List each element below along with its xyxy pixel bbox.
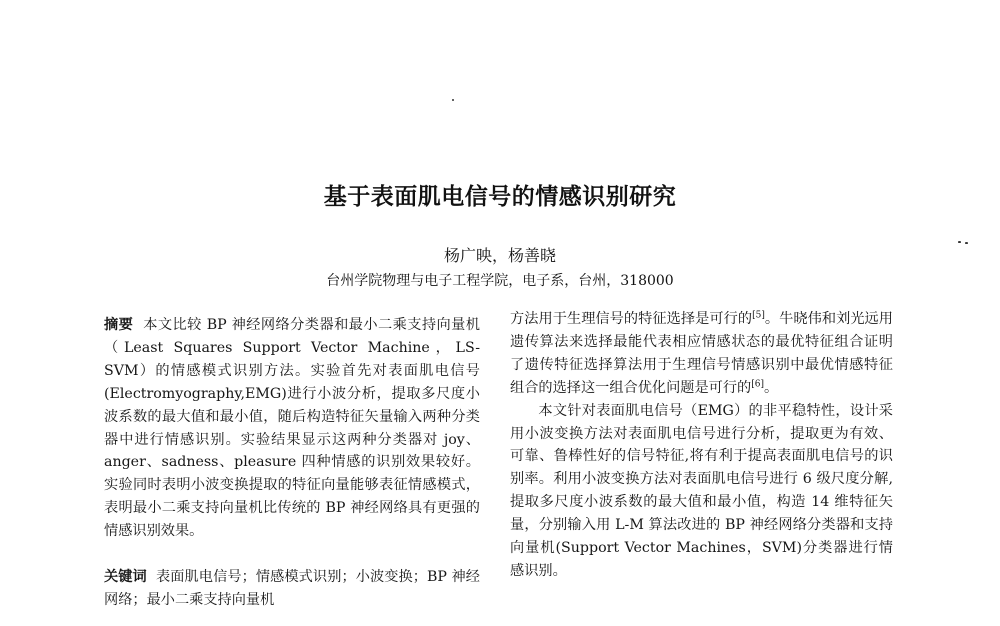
abstract-paragraph	[104, 314, 480, 543]
keywords-label: 关键词	[104, 569, 147, 586]
paper-title: 基于表面肌电信号的情感识别研究	[323, 184, 677, 210]
citation-ref: [5]	[752, 310, 765, 321]
body-text: 方法用于生理信号的特征选择是可行的	[510, 311, 753, 327]
paper-affiliation: 台州学院物理与电子工程学院，电子系，台州，318000	[326, 273, 674, 289]
abstract-label: 摘要	[104, 317, 134, 333]
body-text: 。	[763, 379, 779, 396]
abstract-text: 本文比较 BP 神经网络分类器和最小二乘支持向量机（Least Squares Support Vector Machine，LS-SVM）的情感模式识别方法。实验首先对表面肌电信号(Electromyography,EMG)进行小波分析，提取多尺度小波系数的最大值和最小值，随后构造特征矢量输入两种分类器中进行情感识别。实验结果显示这两种分类器对 joy、anger、sadness、pleasure 四种情感的识别效果较好。实验同时表明小波变换提取的特征向量能够表征情感模式，表明最小二乘支持向量机比传统的 BP 神经网络具有更强的情感识别效果。	[104, 317, 480, 540]
citation-ref: [6]	[751, 378, 764, 389]
scan-speck	[452, 99, 454, 101]
body-text: 。牛晓伟和刘光远用遗传算法来选择最能代表相应情感状态的最优特征组合证明了遗传特征选择算法用于生理信号情感识别中最优情感特征组合的选择这一组合优化问题是可行的	[510, 311, 893, 396]
paper-authors: 杨广映，杨善晓	[443, 246, 556, 265]
left-column	[104, 314, 480, 612]
right-column	[510, 308, 893, 583]
body-paragraph-1	[510, 308, 893, 400]
body-paragraph-2: 本文针对表面肌电信号（EMG）的非平稳特性，设计采用小波变换方法对表面肌电信号进行分析，提取更为有效、可靠、鲁棒性好的信号特征,将有利于提高表面肌电信号的识别率。利用小波变换方法对表面肌电信号进行 6 级尺度分解,提取多尺度小波系数的最大值和最小值，构造 14 维特征矢量，分别输入用 L-M 算法改进的 BP 神经网络分类器和支持向量机(Support Vector Machines，SVM)分类器进行情感识别。	[510, 402, 893, 579]
keywords-paragraph	[104, 566, 480, 612]
keywords-text: 表面肌电信号；情感模式识别；小波变换；BP 神经网络；最小二乘支持向量机	[104, 569, 480, 608]
